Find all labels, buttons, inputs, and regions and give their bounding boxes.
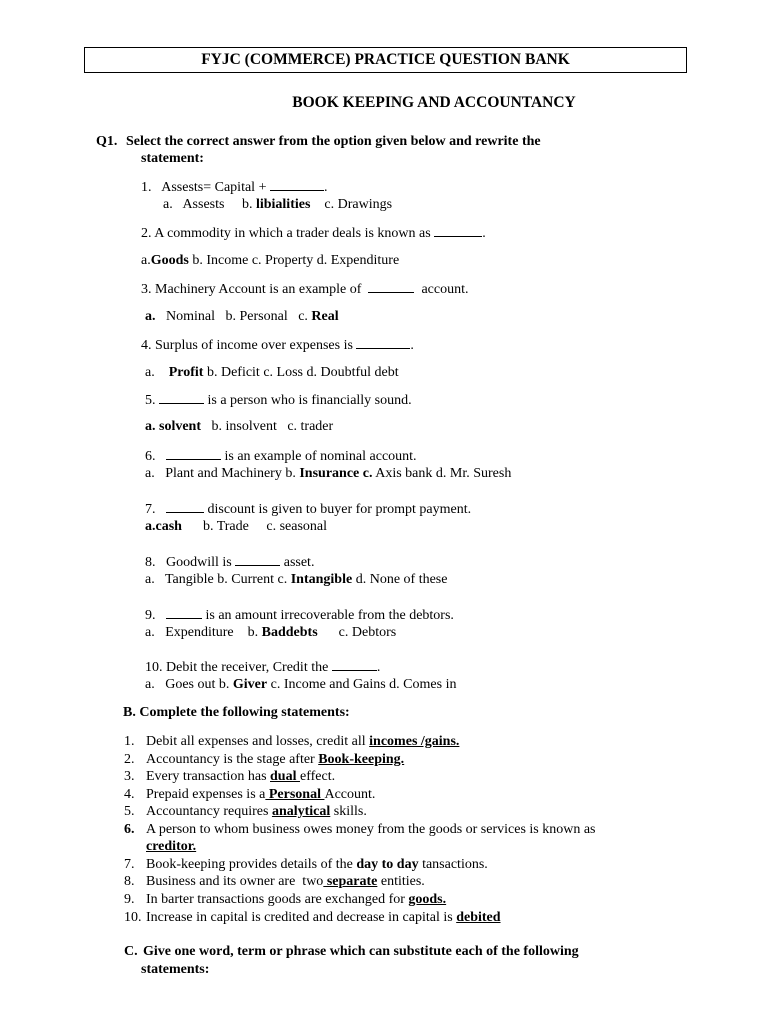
answer-option: a. Goes out b. [145,677,233,692]
answer-option-correct: a.cash [145,519,182,534]
question-text: 2. A commodity in which a trader deals is known as [141,226,435,241]
statement-answer: separate [323,874,378,889]
answer-blank [368,280,414,293]
question-text: 10. Debit the receiver, Credit the [145,660,332,675]
question-text-end: discount is given to buyer for prompt payment. [204,502,472,517]
section-a-instruction: Select the correct answer from the option given below and rewrite the [126,134,541,149]
statement-text: A person to whom business owes money from the goods or services is known as [146,822,596,837]
statement-6 [146,821,596,838]
answer-option: b. Income c. Property d. Expenditure [188,253,400,268]
answer-option: a. [145,365,169,380]
statement-text: Accountancy requires [146,804,272,819]
statement-text: Book-keeping provides details of the [146,857,357,872]
statement-text: Increase in capital is credited and decrease in capital is [146,910,457,925]
section-c-heading: Give one word, term or phrase which can substitute each of the following [143,944,579,959]
question-text-end: is an example of nominal account. [221,449,417,464]
answer-option: d. None of these [352,572,448,587]
document-title: FYJC (COMMERCE) PRACTICE QUESTION BANK [201,51,570,68]
answer-option: a. Expenditure b. [145,625,262,640]
section-b-label: B [123,705,133,720]
statement-answer: incomes /gains. [369,734,460,749]
statement-2 [146,751,404,768]
answer-option: a. Plant and Machinery b. [145,466,300,481]
statement-answer: Book-keeping. [318,752,405,767]
answer-blank [270,178,324,191]
answer-option: c. Drawings [310,197,393,212]
statement-text: Business and its owner are two [146,874,324,889]
answer-option-correct: libialities [255,197,311,212]
answer-option-correct: Goods [150,253,189,268]
section-a-instruction-cont: statement: [141,151,204,166]
statement-answer: dual [270,769,300,784]
statement-text: Prepaid expenses is a [146,787,266,802]
question-text: 7. [145,502,166,517]
question-text-end: . [482,226,486,241]
question-2-options [141,252,399,269]
question-6 [145,447,417,465]
question-3-options [145,308,339,325]
statement-9 [146,891,446,908]
statement-8 [146,873,425,890]
statement-4 [146,786,375,803]
statement-text: Account. [324,787,376,802]
question-4-options [145,364,399,381]
statement-3 [146,768,335,785]
question-10-options [145,676,456,693]
answer-option-correct: Intangible [290,572,353,587]
question-10 [145,658,380,676]
question-8 [145,553,314,571]
statement-number: 9. [124,892,135,907]
question-text-end: is a person who is financially sound. [204,393,412,408]
answer-option-correct: Real [311,309,339,324]
statement-number: 5. [124,804,135,819]
answer-option: b. insolvent c. trader [201,419,334,434]
question-9 [145,606,454,624]
answer-option: a. Tangible b. Current c. [145,572,291,587]
question-text: 3. Machinery Account is an example of [141,282,369,297]
statement-text: tansactions. [418,857,488,872]
answer-option-correct: Insurance c. [299,466,373,481]
question-text: 8. Goodwill is [145,555,236,570]
answer-blank [166,500,204,513]
statement-10 [146,909,501,926]
section-b-title: . Complete the following statements: [132,705,350,720]
answer-option: b. Trade c. seasonal [181,519,327,534]
statement-number: 8. [124,874,135,889]
answer-option: b. Deficit c. Loss d. Doubtful debt [203,365,399,380]
question-text: 9. [145,608,166,623]
statement-number: 2. [124,752,135,767]
statement-number: 1. [124,734,135,749]
question-text: 6. [145,449,166,464]
statement-number: 10. [124,910,142,925]
answer-option: c. Debtors [317,625,397,640]
answer-option-correct: Giver [232,677,268,692]
section-c-heading-cont: statements: [141,962,210,977]
statement-7 [146,856,488,873]
answer-option: a. [141,253,151,268]
document-subtitle: BOOK KEEPING AND ACCOUNTANCY [292,94,576,111]
statement-number: 3. [124,769,135,784]
statement-answer: debited [456,910,501,925]
answer-option-correct: Baddebts [261,625,318,640]
section-a-label: Q1. [96,134,118,149]
question-9-options [145,624,396,641]
question-text-end: account. [414,282,469,297]
statement-5 [146,803,367,820]
answer-blank [434,224,482,237]
question-4 [141,336,414,354]
question-text-end: is an amount irrecoverable from the debtors. [202,608,454,623]
statement-number: 7. [124,857,135,872]
answer-option-correct: a. solvent [145,419,201,434]
statement-answer: creditor. [146,839,197,854]
question-text-end: . [323,180,328,195]
question-text: 4. Surplus of income over expenses is [141,338,357,353]
section-c-label: C. [124,944,138,959]
answer-option: c. Income and Gains d. Comes in [267,677,457,692]
statement-text: Debit all expenses and losses, credit all [146,734,370,749]
question-3 [141,280,468,298]
question-5-options [145,418,333,435]
statement-answer: goods. [408,892,447,907]
statement-text: entities. [377,874,425,889]
answer-blank [166,447,221,460]
statement-1 [146,733,459,750]
question-7 [145,500,471,518]
question-text: 5. [145,393,159,408]
question-1-options [163,196,392,213]
statement-number: 4. [124,787,135,802]
question-7-options [145,518,327,535]
answer-option: Nominal b. Personal c. [155,309,312,324]
title-box [84,47,687,73]
question-text-end: . [376,660,381,675]
question-text-end: asset. [280,555,315,570]
statement-text: skills. [330,804,367,819]
statement-text: In barter transactions goods are exchanged for [146,892,409,907]
question-8-options [145,571,447,588]
question-text-end: . [410,338,414,353]
statement-answer: day to day [356,857,419,872]
answer-option-correct: a. [145,309,156,324]
answer-blank [235,553,280,566]
answer-blank [332,658,377,671]
answer-option: a. Assests b. [163,197,256,212]
statement-answer: analytical [271,804,331,819]
answer-blank [166,606,202,619]
question-1 [141,178,327,196]
question-6-options [145,465,511,482]
answer-blank [159,391,204,404]
question-text: 1. Assests= Capital + [141,180,270,195]
section-b-heading [123,704,350,721]
question-2 [141,224,486,242]
statement-text: effect. [299,769,336,784]
statement-answer: Personal [265,787,325,802]
answer-option: Axis bank d. Mr. Suresh [372,466,512,481]
statement-text: Every transaction has [146,769,271,784]
statement-number: 6. [124,822,135,837]
answer-blank [356,336,410,349]
question-5 [145,391,412,409]
answer-option-correct: Profit [168,365,204,380]
statement-text: Accountancy is the stage after [146,752,319,767]
